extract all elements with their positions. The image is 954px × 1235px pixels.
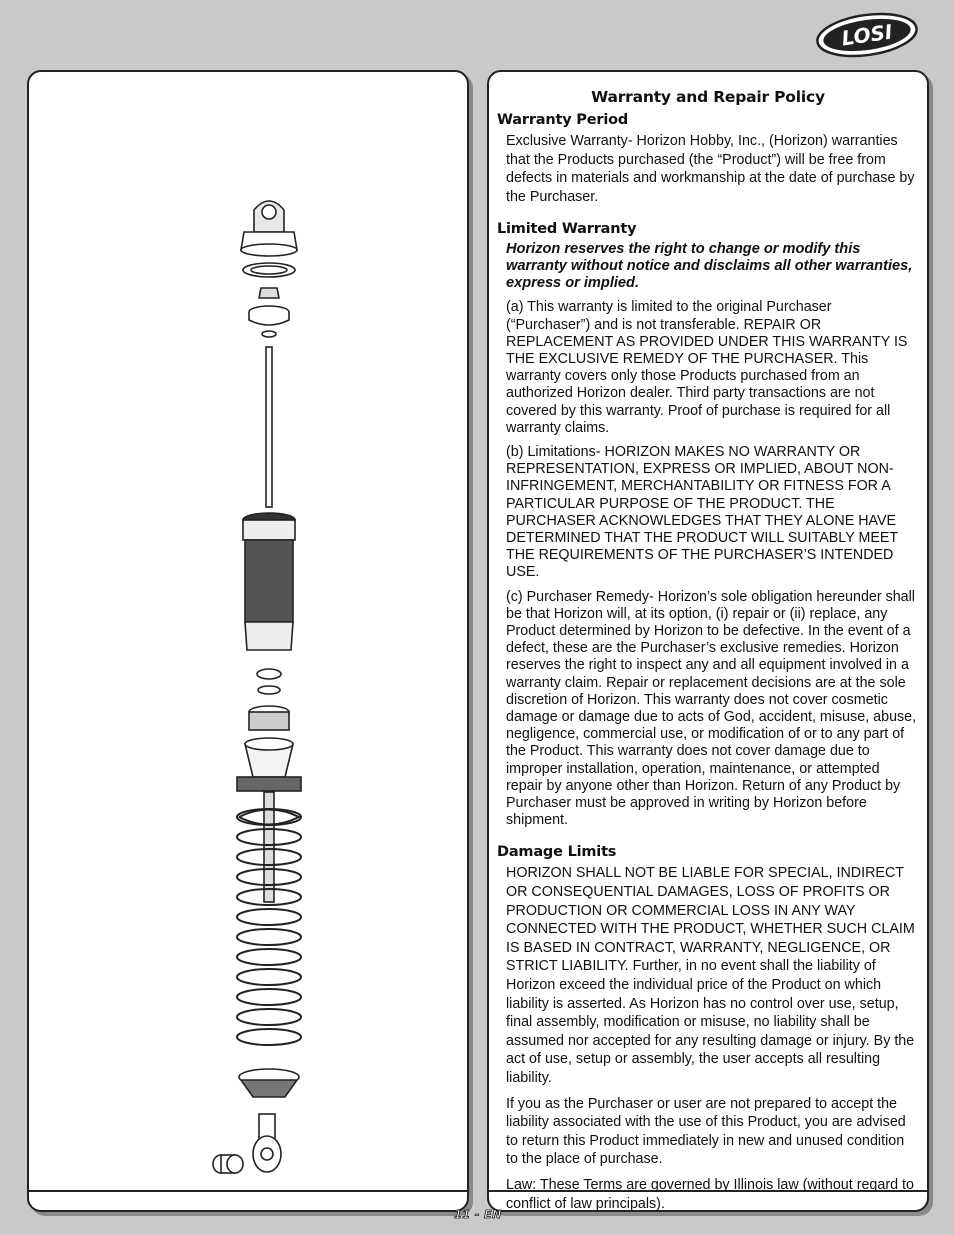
limited-warranty-para-a: (a) This warranty is limited to the original Purchaser (“Purchaser”) and is not transferable. REPAIR OR REPLACEMENT AS PROVIDED UNDER THIS WARRANTY IS THE EXCLUSIVE REMEDY OF THE PURCHASER. This warranty covers only those Products purchased from an authorized Horizon dealer. Third party transactions are not covered by this warranty. Proof of purchase is required for all warranty claims. [506, 299, 908, 436]
warranty-period-text: Exclusive Warranty- Horizon Hobby, Inc., (Horizon) warranties that the Products purchased (the “Product”) will be free from defects in materials and workmanship at the date of purchase by the Purchaser. [506, 133, 915, 205]
damage-limits-para-1: HORIZON SHALL NOT BE LIABLE FOR SPECIAL, INDIRECT OR CONSEQUENTIAL DAMAGES, LOSS OF PROFITS OR PRODUCTION OR COMMERCIAL LOSS IN ANY WAY CONNECTED WITH THE PRODUCT, WHETHER SUCH CLAIM IS BASED IN CONTRACT, WARRANTY, NEGLIGENCE, OR STRICT LIABILITY. Further, in no event shall the liability of Horizon exceed the individual price of the Product on which liability is asserted. As Horizon has no control over use, setup, final assembly, modification or misuse, no liability shall be assumed nor accepted for any resulting damage or injury. By the act of use, setup or assembly, the user accepts all resulting liability. [506, 865, 915, 1086]
damage-limits-para-3: Law: These Terms are governed by Illinois law (without regard to conflict of law principals). [506, 1176, 914, 1212]
limited-warranty-para-c: (c) Purchaser Remedy- Horizon’s sole obligation hereunder shall be that Horizon will, at its option, (i) repair or (ii) replace, any Product determined by Horizon to be defective. In the event of a defect, these are the Purchaser’s exclusive remedies. Horizon reserves the right to inspect any and all equipment involved in a warranty claim. Repair or replacement decisions are at the sole discretion of Horizon. This warranty does not cover cosmetic damage or damage due to acts of God, accident, misuse, abuse, negligence, commercial use, or modification of or to any part of the Product. This warranty does not cover damage due to improper installation, operation, maintenance, or attempted repair by anyone other than Horizon. Return of any Product by Purchaser must be approved in writing by Horizon before shipment. [506, 588, 917, 829]
damage-limits-para-2: If you as the Purchaser or user are not prepared to accept the liability associated with the use of this Product, you are advised to return this Product immediately in new and unused condition to the place of purchase. [506, 1095, 906, 1168]
shock-absorber-exploded-view-icon [209, 192, 339, 1182]
page-title: Warranty and Repair Policy [591, 88, 825, 106]
page-number: 11 - EN [454, 1208, 502, 1221]
logo-text: LOSI [840, 19, 894, 51]
diagram-panel [27, 70, 469, 1212]
limited-warranty-emphasis: Horizon reserves the right to change or modify this warranty without notice and disclaims all other warranties, express or implied. [506, 241, 913, 292]
limited-warranty-heading: Limited Warranty [497, 221, 637, 238]
warranty-content [497, 88, 919, 1220]
warranty-period-heading: Warranty Period [497, 112, 629, 128]
warranty-panel [487, 70, 929, 1212]
panel-divider [29, 1190, 467, 1192]
limited-warranty-para-b: (b) Limitations- HORIZON MAKES NO WARRANTY OR REPRESENTATION, EXPRESS OR IMPLIED, ABOUT NON-INFRINGEMENT, MERCHANTABILITY OR FITNESS FOR A PARTICULAR PURPOSE OF THE PRODUCT. THE PURCHASER ACKNOWLEDGES THAT THEY ALONE HAVE DETERMINED THAT THE PRODUCT WILL SUITABLY MEET THE REQUIREMENTS OF THE PURCHASER’S INTENDED USE. [506, 444, 898, 581]
panel-divider [489, 1190, 927, 1192]
losi-logo [815, 12, 920, 58]
damage-limits-heading: Damage Limits [497, 844, 617, 861]
